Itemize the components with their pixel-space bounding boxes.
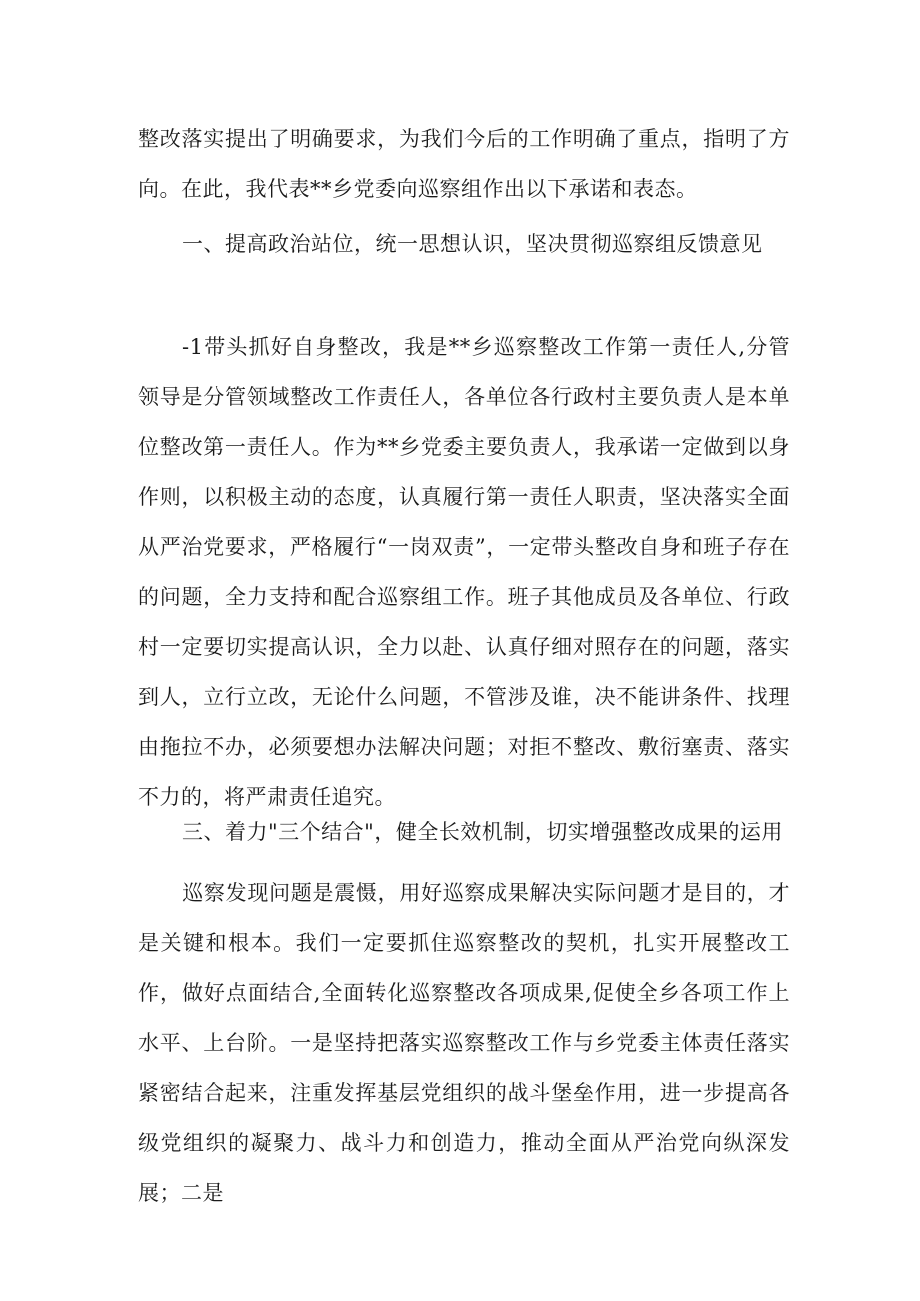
paragraph-text: 整改落实提出了明确要求，为我们今后的工作明确了重点，指明了方向。在此，我代表**乡党委向巡察组作出以下承诺和表态。	[138, 127, 790, 201]
body-paragraph	[138, 868, 790, 1218]
body-paragraph	[138, 322, 790, 822]
paragraph-text: 巡察发现问题是震慑，用好巡察成果解决实际问题才是目的，才是关键和根本。我们一定要抓住巡察整改的契机，扎实开展整改工作，做好点面结合,全面转化巡察整改各项成果,促使全乡各项工作上水平、上台阶。一是坚持把落实巡察整改工作与乡党委主体责任落实紧密结合起来，注重发挥基层党组织的战斗堡垒作用，进一步提高各级党组织的凝聚力、战斗力和创造力，推动全面从严治党向纵深发展；二是	[138, 881, 790, 1205]
section-heading	[138, 219, 790, 269]
heading-text: 三、着力"三个结合"，健全长效机制，切实增强整改成果的运用	[182, 820, 783, 844]
section-heading	[138, 813, 790, 851]
heading-text: 一、提高政治站位，统一思想认识，坚决贯彻巡察组反馈意见	[182, 232, 763, 256]
body-paragraph	[138, 114, 790, 214]
paragraph-text: -1带头抓好自身整改，我是**乡巡察整改工作第一责任人,分管领导是分管领域整改工作责任人，各单位各行政村主要负责人是本单位整改第一责任人。作为**乡党委主要负责人，我承诺一定做到以身作则，以积极主动的态度，认真履行第一责任人职责，坚决落实全面从严治党要求，严格履行“一岗双责”，一定带头整改自身和班子存在的问题，全力支持和配合巡察组工作。班子其他成员及各单位、行政村一定要切实提高认识，全力以赴、认真仔细对照存在的问题，落实到人，立行立改，无论什么问题，不管涉及谁，决不能讲条件、找理由拖拉不办，必须要想办法解决问题；对拒不整改、敷衍塞责、落实不力的，将严肃责任追究。	[138, 335, 790, 809]
